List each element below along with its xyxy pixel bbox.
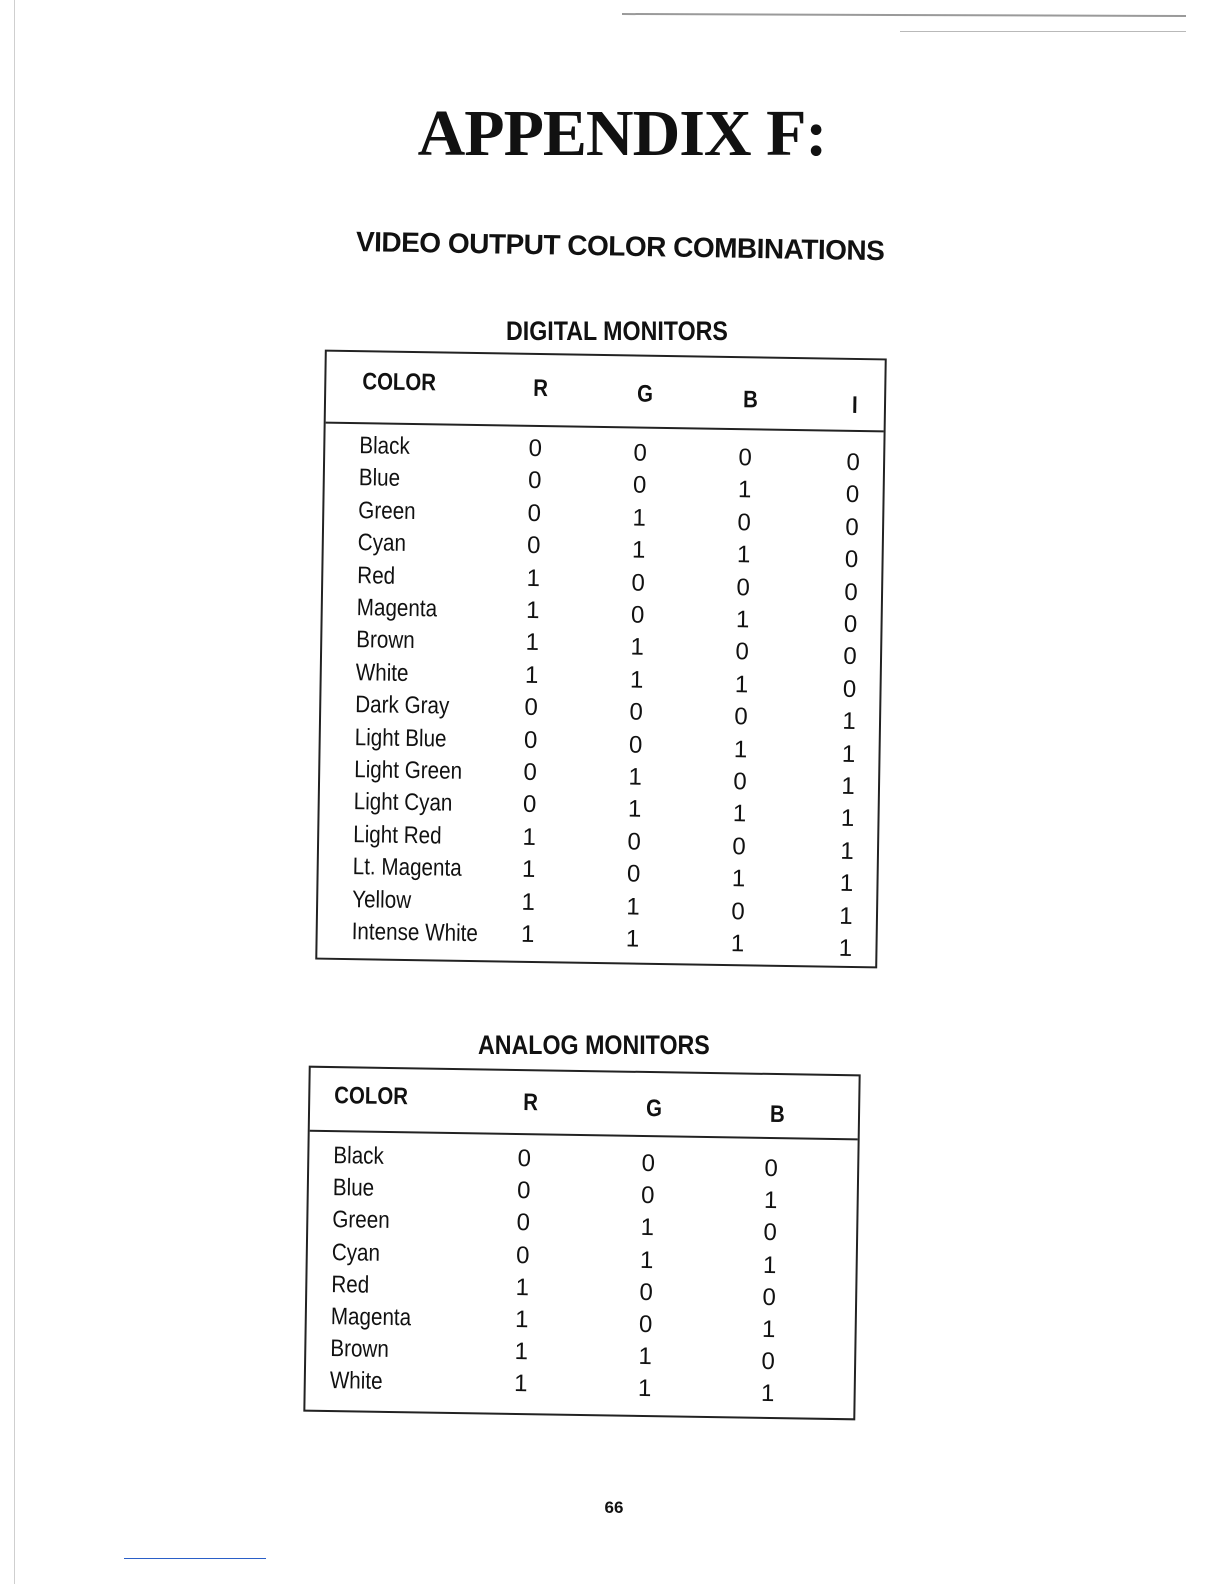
- digital-value-b: 0: [737, 508, 752, 537]
- digital-value-g: 1: [630, 633, 645, 662]
- analog-value-g: 0: [640, 1182, 655, 1210]
- digital-value-i: 0: [843, 643, 857, 671]
- digital-value-r: 1: [522, 823, 537, 851]
- digital-value-r: 0: [523, 726, 538, 754]
- digital-value-i: 0: [845, 513, 859, 541]
- digital-color-name: Cyan: [357, 529, 407, 558]
- digital-value-g: 1: [629, 666, 644, 694]
- digital-value-g: 1: [626, 893, 640, 921]
- analog-color-name: Green: [332, 1206, 390, 1235]
- digital-value-i: 1: [839, 902, 853, 930]
- digital-color-name: Black: [359, 432, 410, 460]
- analog-value-b: 0: [764, 1154, 779, 1183]
- digital-value-b: 0: [733, 768, 747, 796]
- analog-color-name: Blue: [332, 1174, 375, 1202]
- analog-value-r: 0: [516, 1209, 531, 1237]
- analog-value-g: 0: [639, 1278, 654, 1306]
- digital-row: [322, 626, 880, 671]
- digital-value-i: 1: [841, 772, 855, 800]
- digital-color-name: Blue: [358, 464, 401, 493]
- analog-value-g: 1: [640, 1214, 655, 1242]
- analog-color-name: Brown: [330, 1335, 390, 1364]
- digital-row: [321, 723, 879, 768]
- digital-value-r: 1: [525, 596, 540, 625]
- digital-color-name: Intense White: [351, 918, 479, 948]
- analog-monitors-table: [303, 1066, 860, 1421]
- digital-value-b: 1: [731, 865, 746, 893]
- top-rule-secondary: [900, 31, 1186, 32]
- digital-row: [321, 691, 879, 736]
- analog-value-r: 0: [515, 1241, 530, 1269]
- digital-value-b: 1: [737, 476, 752, 504]
- digital-value-g: 1: [625, 925, 640, 953]
- digital-color-name: Dark Gray: [355, 691, 450, 720]
- digital-value-r: 1: [526, 564, 541, 592]
- digital-value-g: 1: [628, 763, 643, 791]
- digital-value-g: 0: [630, 601, 645, 629]
- digital-row: [326, 432, 884, 477]
- analog-value-b: 1: [760, 1380, 775, 1408]
- digital-header-b: B: [742, 386, 759, 414]
- digital-color-name: Lt. Magenta: [352, 853, 462, 883]
- digital-color-name: Light Cyan: [353, 788, 453, 818]
- digital-color-name: Brown: [356, 626, 415, 655]
- digital-color-name: Green: [358, 496, 416, 525]
- analog-table-title: ANALOG MONITORS: [478, 1030, 710, 1060]
- analog-value-b: 1: [761, 1315, 776, 1344]
- analog-header-color: COLOR: [334, 1082, 409, 1111]
- digital-value-i: 0: [842, 675, 857, 703]
- analog-value-r: 0: [517, 1144, 532, 1173]
- digital-color-name: Magenta: [356, 594, 438, 623]
- digital-value-b: 1: [735, 606, 750, 634]
- digital-table-title: DIGITAL MONITORS: [506, 316, 728, 346]
- digital-value-i: 1: [840, 805, 855, 833]
- digital-color-name: Yellow: [351, 885, 412, 914]
- digital-row: [323, 594, 881, 639]
- digital-value-b: 0: [734, 703, 748, 731]
- scan-edge: [14, 0, 15, 1584]
- digital-value-i: 1: [842, 707, 856, 736]
- digital-row: [322, 658, 880, 703]
- digital-value-b: 0: [732, 832, 746, 861]
- digital-value-r: 0: [523, 758, 538, 787]
- page-subtitle: VIDEO OUTPUT COLOR COMBINATIONS: [355, 226, 885, 267]
- top-rule: [622, 13, 1186, 17]
- digital-value-r: 0: [527, 467, 542, 495]
- analog-header-b: B: [769, 1100, 785, 1129]
- digital-row: [324, 529, 882, 574]
- analog-value-b: 1: [763, 1187, 778, 1215]
- analog-value-r: 0: [516, 1177, 531, 1205]
- digital-value-g: 0: [627, 828, 642, 856]
- digital-value-r: 0: [522, 791, 537, 819]
- analog-color-name: Red: [331, 1270, 370, 1299]
- analog-value-g: 1: [638, 1343, 653, 1371]
- digital-value-i: 0: [844, 578, 858, 606]
- analog-value-r: 1: [513, 1370, 528, 1398]
- digital-value-g: 0: [632, 471, 647, 500]
- analog-value-b: 0: [761, 1348, 776, 1376]
- digital-value-r: 0: [527, 499, 542, 527]
- analog-color-name: Cyan: [331, 1238, 381, 1267]
- analog-header-g: G: [645, 1094, 663, 1123]
- digital-value-g: 0: [626, 860, 641, 888]
- digital-row: [325, 496, 883, 541]
- digital-value-g: 1: [632, 504, 647, 532]
- analog-row: [310, 1142, 858, 1183]
- digital-header-row: [326, 352, 885, 433]
- digital-value-b: 1: [736, 541, 751, 569]
- analog-value-r: 1: [514, 1338, 529, 1366]
- digital-color-name: Light Blue: [354, 723, 447, 753]
- bottom-rule: [124, 1558, 266, 1559]
- digital-value-r: 0: [524, 693, 539, 722]
- digital-header-g: G: [636, 380, 654, 408]
- digital-value-g: 1: [627, 795, 642, 824]
- digital-row: [324, 561, 882, 606]
- digital-value-i: 1: [841, 740, 856, 768]
- digital-row: [320, 756, 878, 800]
- digital-row: [320, 788, 878, 833]
- digital-value-i: 1: [838, 934, 853, 962]
- analog-color-name: White: [329, 1367, 383, 1396]
- analog-color-name: Magenta: [330, 1303, 412, 1332]
- digital-value-g: 1: [631, 536, 646, 564]
- digital-row: [319, 820, 877, 865]
- digital-color-name: Light Green: [354, 756, 463, 785]
- digital-value-b: 0: [738, 444, 753, 472]
- digital-value-g: 0: [631, 569, 646, 597]
- digital-value-i: 0: [846, 448, 861, 477]
- digital-value-b: 1: [733, 735, 748, 763]
- digital-row: [325, 464, 883, 509]
- digital-header-color: COLOR: [362, 368, 437, 397]
- digital-value-i: 1: [839, 869, 854, 898]
- analog-color-name: Black: [333, 1142, 385, 1170]
- digital-value-b: 1: [734, 670, 749, 699]
- digital-value-i: 0: [845, 481, 860, 509]
- page-title: APPENDIX F:: [417, 97, 827, 170]
- digital-value-r: 1: [521, 855, 536, 884]
- digital-header-i: I: [851, 391, 858, 419]
- digital-value-i: 0: [843, 610, 858, 639]
- analog-header-row: [310, 1068, 859, 1141]
- digital-color-name: White: [355, 658, 409, 687]
- digital-value-g: 0: [628, 731, 643, 759]
- analog-value-g: 1: [639, 1246, 654, 1274]
- digital-value-g: 0: [633, 439, 648, 467]
- page-number: 66: [604, 1498, 624, 1517]
- analog-value-b: 1: [762, 1251, 777, 1279]
- analog-value-g: 0: [641, 1149, 656, 1178]
- digital-value-i: 0: [844, 546, 859, 574]
- digital-value-i: 1: [840, 837, 854, 865]
- digital-value-g: 0: [629, 698, 644, 726]
- digital-value-b: 1: [732, 800, 747, 828]
- digital-row: [318, 918, 876, 962]
- analog-value-g: 1: [637, 1375, 652, 1403]
- digital-monitors-table: [315, 350, 887, 969]
- digital-value-b: 0: [735, 638, 750, 666]
- analog-header-r: R: [522, 1089, 539, 1117]
- analog-value-b: 0: [762, 1283, 777, 1311]
- digital-value-r: 0: [528, 434, 543, 463]
- digital-value-r: 1: [520, 920, 535, 948]
- digital-color-name: Red: [357, 561, 396, 590]
- digital-row: [318, 885, 876, 930]
- digital-value-r: 1: [525, 629, 540, 657]
- digital-header-r: R: [533, 374, 549, 403]
- digital-value-b: 1: [730, 930, 745, 958]
- digital-value-b: 0: [736, 573, 751, 601]
- digital-row: [319, 853, 877, 898]
- digital-value-r: 1: [524, 661, 539, 689]
- digital-value-r: 0: [526, 532, 541, 560]
- digital-value-b: 0: [731, 897, 745, 925]
- digital-value-r: 1: [521, 888, 536, 916]
- analog-value-b: 0: [763, 1219, 778, 1247]
- analog-value-r: 1: [515, 1273, 530, 1301]
- analog-value-r: 1: [514, 1305, 529, 1334]
- digital-color-name: Light Red: [353, 820, 442, 850]
- analog-value-g: 0: [638, 1310, 653, 1339]
